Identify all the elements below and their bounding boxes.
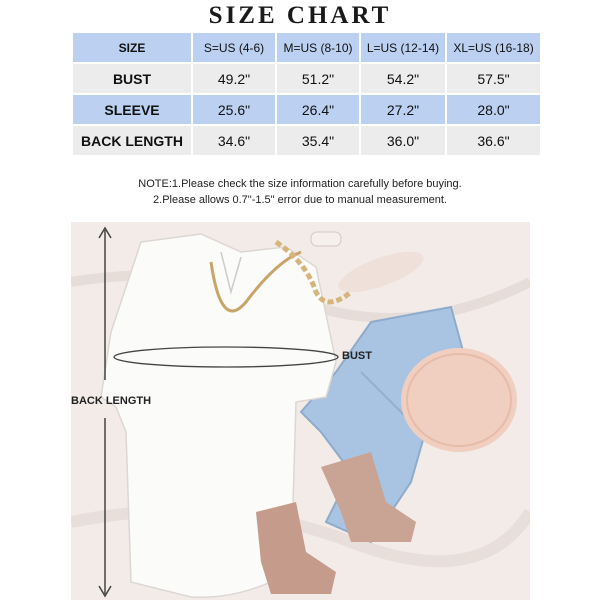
table-header-row: [73, 33, 540, 62]
table-cell: 54.2": [361, 64, 445, 93]
table-cell: 26.4": [277, 95, 359, 124]
bust-label: BUST: [342, 350, 372, 362]
table-header-cell: L=US (12-14): [361, 33, 445, 62]
table-cell: 36.6": [447, 126, 540, 155]
table-header-cell: XL=US (16-18): [447, 33, 540, 62]
note-line-1: NOTE:1.Please check the size information carefully before buying.: [138, 178, 462, 190]
row-label: BUST: [73, 64, 191, 93]
table-header-cell: SIZE: [73, 33, 191, 62]
table-cell: 51.2": [277, 64, 359, 93]
table-cell: 35.4": [277, 126, 359, 155]
back-length-label: BACK LENGTH: [71, 395, 152, 407]
row-label: BACK LENGTH: [73, 126, 191, 155]
product-illustration: [71, 222, 530, 600]
table-cell: 27.2": [361, 95, 445, 124]
table-header-cell: M=US (8-10): [277, 33, 359, 62]
table-row: [73, 95, 540, 124]
note-line-2: 2.Please allows 0.7"-1.5" error due to manual measurement.: [153, 194, 447, 206]
row-label: SLEEVE: [73, 95, 191, 124]
beret-image: [401, 348, 517, 452]
page-title: SIZE CHART: [208, 2, 392, 29]
size-chart-table: [71, 31, 542, 157]
table-row: [73, 64, 540, 93]
product-photo: [71, 222, 530, 600]
table-cell: 36.0": [361, 126, 445, 155]
table-header-cell: S=US (4-6): [193, 33, 275, 62]
table-cell: 57.5": [447, 64, 540, 93]
table-cell: 34.6": [193, 126, 275, 155]
table-row: [73, 126, 540, 155]
table-cell: 49.2": [193, 64, 275, 93]
size-note: [0, 176, 600, 208]
table-cell: 25.6": [193, 95, 275, 124]
table-cell: 28.0": [447, 95, 540, 124]
